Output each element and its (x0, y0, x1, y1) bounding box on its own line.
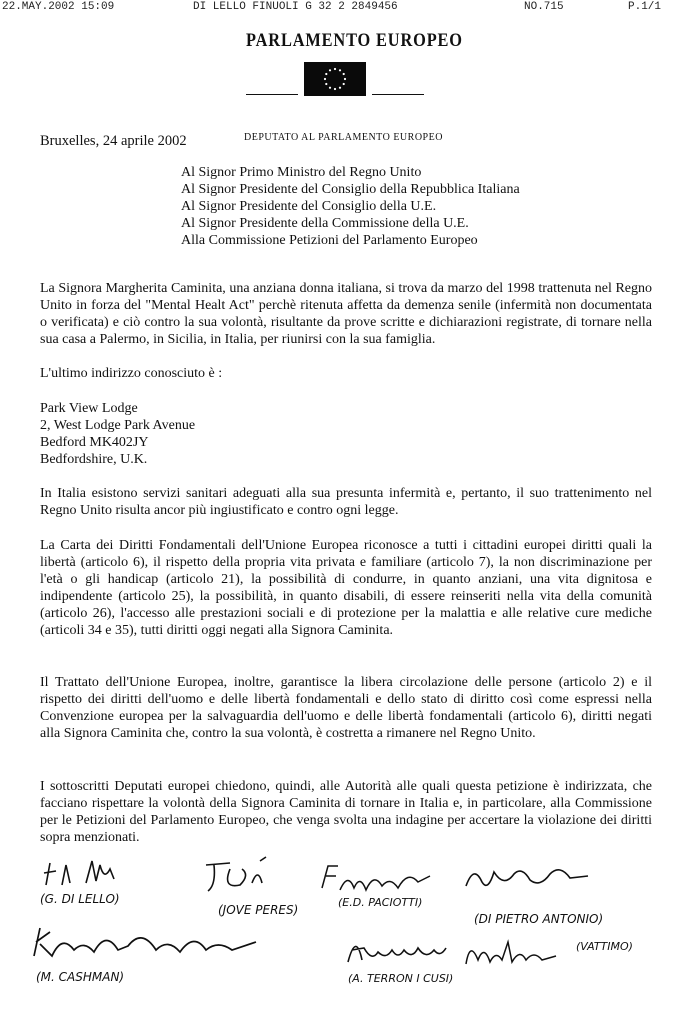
letterhead-rule-left (246, 94, 298, 95)
fax-number: NO.715 (524, 1, 564, 13)
signature-name: (M. CASHMAN) (36, 970, 125, 984)
address-line: Bedfordshire, U.K. (40, 452, 148, 467)
paragraph-1: La Signora Margherita Caminita, una anziana donna italiana, si trova da marzo del 1998 trattenuta nel Regno Unito in forza del "Mental Healt Act" perchè ritenuta affetta da demenza senile (infermità non documentata o verificata) e ciò contro la sua volontà, risultante da prove scritte e dichiarazioni registrate, di tornare nella sua casa a Palermo, in Sicilia, in Italia, per riunirsi con la sua famiglia. (40, 281, 652, 347)
address-line: Park View Lodge (40, 401, 138, 416)
addressee-line: Al Signor Presidente del Consiglio della U.E. (181, 199, 437, 214)
signature-cashman (28, 920, 268, 964)
addressee-line: Alla Commissione Petizioni del Parlamento Europeo (181, 233, 478, 248)
eu-flag-icon (304, 62, 366, 96)
signature-jove-peres (200, 855, 280, 897)
signature-name: (A. TERRON I CUSI) (348, 972, 454, 985)
signature-name: (G. DI LELLO) (40, 892, 120, 906)
deputy-role: DEPUTATO AL PARLAMENTO EUROPEO (244, 132, 443, 143)
paragraph-1-last-line: L'ultimo indirizzo conosciuto è : (40, 366, 223, 381)
address-line: Bedford MK402JY (40, 435, 149, 450)
signature-vattimo (460, 930, 560, 970)
addressee-line: Al Signor Presidente della Commissione della U.E. (181, 216, 469, 231)
paragraph-5: I sottoscritti Deputati europei chiedono, quindi, alle Autorità alle quali questa petizione è indirizzata, che facciano rispettare la volontà della Signora Caminita di tornare in Italia e, in particolare, alla Commissione per le Petizioni del Parlamento Europeo, che venga svolta una indagine per accertare la violazione dei diritti sopra menzionati. (40, 779, 652, 845)
signature-paciotti (318, 862, 443, 896)
organization-title: PARLAMENTO EUROPEO (246, 30, 463, 51)
fax-datetime: 22.MAY.2002 15:09 (2, 1, 115, 13)
place-date: Bruxelles, 24 aprile 2002 (40, 133, 187, 149)
addressee-line: Al Signor Primo Ministro del Regno Unito (181, 165, 422, 180)
signature-name: (VATTIMO) (576, 940, 633, 953)
signature-terron-i-cusi (342, 924, 452, 968)
address-line: 2, West Lodge Park Avenue (40, 418, 196, 433)
paragraph-2: In Italia esistono servizi sanitari adeguati alla sua presunta infermità e, pertanto, il suo trattenimento nel Regno Unito risulta ancor più ingiustificato e contro ogni legge. (40, 486, 652, 518)
fax-header (0, 0, 700, 14)
signature-name: (E.D. PACIOTTI) (338, 896, 423, 909)
signature-di-lello (40, 855, 150, 891)
fax-page: P.1/1 (628, 1, 662, 13)
letterhead-rule-right (372, 94, 424, 95)
signature-name: (DI PIETRO ANTONIO) (474, 912, 604, 926)
signature-name: (JOVE PERES) (218, 903, 299, 917)
signature-di-pietro (460, 858, 595, 898)
paragraph-3: La Carta dei Diritti Fondamentali dell'Unione Europea riconosce a tutti i cittadini europei diritti quali la libertà (articolo 6), il rispetto della propria vita privata e familiare (articolo 7), la non discriminazione per l'età o gli handicap (articolo 21), la possibilità di condurre, in quanto anziani, una vita dignitosa e indipendente (articolo 25), la possibilità, in quanto disabili, di essere reinseriti nella vita della comunità (articolo 26), l'accesso alle prestazioni sociali e di protezione per la malattia e alle relative cure mediche (articoli 34 e 35), tutti diritti oggi negati alla Signora Caminita. (40, 538, 652, 638)
addressee-line: Al Signor Presidente del Consiglio della Repubblica Italiana (181, 182, 520, 197)
paragraph-4: Il Trattato dell'Unione Europea, inoltre, garantisce la libera circolazione delle persone (articolo 2) e il rispetto dei diritti dell'uomo e delle libertà fondamentali e dello stato di diritto così come espressi nella Convenzione europea per la salvaguardia dell'uomo e delle libertà fondamentali (articolo 6), diritti negati alla Signora Caminita che, contro la sua volontà, è costretta a rimanere nel Regno Unito. (40, 675, 652, 741)
fax-sender: DI LELLO FINUOLI G 32 2 2849456 (193, 1, 398, 13)
